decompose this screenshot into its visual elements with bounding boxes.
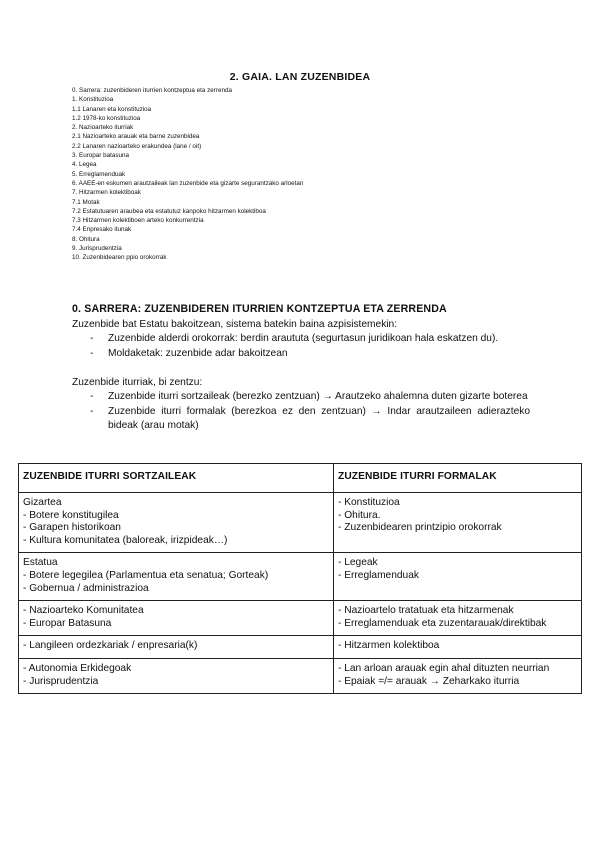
toc-item: 7.3 Hitzarmen kolektiboen arteko konkurrentzia — [72, 217, 204, 225]
table-header-row — [19, 464, 582, 493]
toc-item: 1. Konstituzioa — [72, 96, 114, 104]
cell-line: - Botere legegilea (Parlamentua eta senatua; Gorteak) — [23, 569, 269, 581]
intro-paragraph: Zuzenbide bat Estatu bakoitzean, sistema batekin baina azpisistemekin: — [72, 319, 398, 330]
toc-item: 7.4 Enpresako itunak — [72, 226, 132, 234]
list-item-text: Zuzenbide alderdi orokorrak: berdin araututa (segurtasun juridikoan hala eskatzen du). — [108, 333, 499, 344]
toc-item: 9. Jurisprudentzia — [72, 245, 122, 253]
cell-line: - Legeak — [338, 557, 378, 569]
list-item — [72, 347, 530, 362]
toc-item: 1.2 1978-ko konstituzioa — [72, 114, 141, 122]
bullet-dash: - — [90, 347, 94, 359]
cell-line: - Autonomia Erkidegoak — [23, 662, 132, 674]
table-cell — [19, 493, 334, 553]
toc-item: 8. Ohitura — [72, 235, 100, 243]
toc-item: 1.1 Lanaren eta konstituzioa — [72, 105, 152, 113]
toc-item: 6. AAEE-en eskumen arautzaileak lan zuzenbide eta gizarte segurantzako arloetan — [72, 179, 304, 187]
table-row — [19, 553, 582, 601]
toc-item: 2.2 Lanaren nazioarteko erakundea (lane / oit) — [72, 142, 202, 150]
toc-item: 4. Legea — [72, 161, 97, 169]
sources-table — [18, 463, 582, 694]
cell-line: - Europar Batasuna — [23, 617, 112, 629]
cell-line: - Gobernua / administrazioa — [23, 582, 149, 594]
list-item — [72, 332, 530, 347]
list-item-text: Moldaketak: zuzenbide adar bakoitzean — [108, 347, 288, 359]
table-cell — [334, 601, 582, 636]
table-row — [19, 601, 582, 636]
toc-item: 7.1 Motak — [72, 198, 100, 206]
sources-paragraph: Zuzenbide iturriak, bi zentzu: — [72, 377, 203, 388]
table-row — [19, 636, 582, 659]
cell-line: - Epaiak =/= arauak → Zeharkako iturria — [338, 675, 520, 687]
table-of-contents — [72, 86, 542, 263]
toc-item: 7. Hitzarmen kolektiboak — [72, 189, 141, 197]
page-title: 2. GAIA. LAN ZUZENBIDEA — [229, 71, 371, 83]
cell-line: - Hitzarmen kolektiboa — [338, 640, 440, 652]
table-cell — [334, 658, 582, 693]
bullet-list-sources — [72, 390, 530, 434]
toc-item: 10. Zuzenbidearen ppio orokorrak — [72, 254, 167, 262]
list-item — [72, 405, 530, 434]
cell-line: - Kultura komunitatea (baloreak, irizpideak…) — [23, 534, 228, 546]
table-cell — [19, 658, 334, 693]
bullet-dash: - — [90, 405, 94, 417]
table-row — [19, 658, 582, 693]
table-cell — [19, 553, 334, 601]
list-item-text: Zuzenbide iturri sortzaileak (berezko zentzuan) → Arautzeko ahalemna duten gizarte boterea — [108, 391, 528, 402]
cell-line: - Garapen historikoan — [23, 522, 121, 534]
cell-line: - Nazioarteko Komunitatea — [23, 605, 144, 617]
toc-item: 2. Nazioarteko iturriak — [72, 124, 134, 132]
table-cell — [19, 636, 334, 659]
cell-line: - Jurisprudentzia — [23, 675, 99, 687]
cell-line: - Langileen ordezkariak / enpresaria(k) — [23, 640, 198, 652]
table-cell — [19, 601, 334, 636]
bullet-dash: - — [90, 391, 94, 402]
cell-line: Estatua — [23, 557, 58, 569]
bullet-dash: - — [90, 333, 94, 344]
section-heading: 0. SARRERA: ZUZENBIDEREN ITURRIEN KONTZEPTUA ETA ZERRENDA — [72, 303, 447, 315]
cell-line: - Konstituzioa — [338, 497, 400, 508]
toc-item: 0. Sarrera: zuzenbideren iturrien kontzeptua eta zerrenda — [72, 87, 232, 94]
toc-item: 5. Erreglamenduak — [72, 170, 126, 178]
column-header-creative-sources: ZUZENBIDE ITURRI SORTZAILEAK — [19, 464, 334, 493]
cell-line: Gizartea — [23, 497, 62, 508]
bullet-list-scope — [72, 332, 530, 361]
table-row — [19, 493, 582, 553]
list-item-text: Zuzenbide iturri formalak (berezkoa ez den zentzuan) → Indar arautzaileen adierazteko bideak (arau motak) — [108, 405, 530, 432]
cell-line: - Lan arloan arauak egin ahal dituzten neurrian — [338, 662, 550, 674]
cell-line: - Erreglamenduak — [338, 569, 419, 581]
cell-line: - Ohitura. — [338, 509, 381, 521]
cell-line: - Nazioartelo tratatuak eta hitzarmenak — [338, 605, 514, 617]
cell-line: - Zuzenbidearen printzipio orokorrak — [338, 522, 502, 534]
list-item — [72, 390, 530, 405]
table-cell — [334, 636, 582, 659]
cell-line: - Erreglamenduak eta zuzentarauak/direktibak — [338, 617, 547, 629]
table-cell — [334, 553, 582, 601]
cell-line: - Botere konstitugilea — [23, 509, 119, 521]
toc-item: 3. Europar batasuna — [72, 152, 130, 160]
table-cell — [334, 493, 582, 553]
column-header-formal-sources: ZUZENBIDE ITURRI FORMALAK — [334, 464, 582, 493]
toc-item: 7.2 Estatutuaren araubea eta estatutuz kanpoko hitzarmen kolektiboa — [72, 207, 266, 215]
toc-item: 2.1 Nazioarteko arauak eta barne zuzenbidea — [72, 133, 200, 141]
